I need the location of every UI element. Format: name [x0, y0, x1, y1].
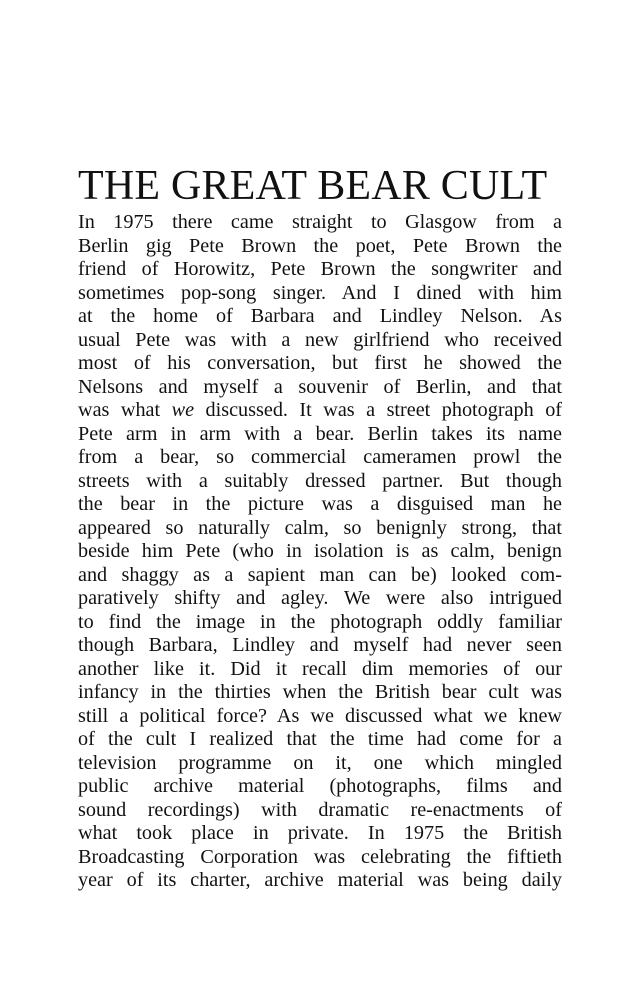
text-line: paratively shifty and agley. We were also intrigued [78, 587, 562, 609]
chapter-title: THE GREAT BEAR CULT [78, 163, 548, 209]
text-line: sound recordings) with dramatic re-enactments of [78, 798, 562, 821]
text-line: what took place in private. In 1975 the British [78, 822, 562, 844]
text-line: television programme on it, one which mingled [78, 751, 562, 774]
text-line: of the cult I realized that the time had come for a [78, 728, 562, 750]
italic-word: we [171, 399, 195, 421]
text-line: infancy in the thirties when the British bear cult was [78, 681, 562, 703]
text-line: the bear in the picture was a disguised man he [78, 493, 562, 515]
text-line: most of his conversation, but first he showed the [78, 352, 562, 374]
text-line: Pete arm in arm with a bear. Berlin takes its name [78, 422, 562, 445]
text-line: usual Pete was with a new girlfriend who received [78, 328, 562, 351]
text-line: year of its charter, archive material was being daily [78, 869, 562, 891]
text-line: though Barbara, Lindley and myself had never seen [78, 634, 562, 656]
text-line: Broadcasting Corporation was celebrating the fiftieth [78, 845, 562, 868]
text-line: at the home of Barbara and Lindley Nelson. As [78, 305, 562, 327]
text-fragment: discussed. It was a street photograph of [194, 399, 563, 421]
text-line: appeared so naturally calm, so benignly strong, that [78, 516, 562, 539]
text-line: streets with a suitably dressed partner. But though [78, 469, 562, 492]
text-line: beside him Pete (who in isolation is as calm, benign [78, 540, 562, 562]
text-line: to find the image in the photograph oddly familiar [78, 610, 562, 633]
text-line: from a bear, so commercial cameramen prowl the [78, 446, 562, 468]
body-text [78, 211, 562, 893]
text-line: sometimes pop-song singer. And I dined with him [78, 281, 562, 304]
text-line-with-italic [78, 399, 562, 423]
text-line: In 1975 there came straight to Glasgow from a [78, 211, 562, 233]
text-line: Berlin gig Pete Brown the poet, Pete Brown the [78, 234, 562, 257]
text-line: still a political force? As we discussed what we knew [78, 704, 562, 727]
text-line: another like it. Did it recall dim memories of our [78, 657, 562, 680]
text-line: public archive material (photographs, films and [78, 775, 562, 797]
text-line: friend of Horowitz, Pete Brown the songwriter and [78, 258, 562, 280]
text-line: Nelsons and myself a souvenir of Berlin, and that [78, 375, 562, 398]
text-line: and shaggy as a sapient man can be) looked com- [78, 563, 562, 586]
text-fragment: was what [78, 399, 172, 421]
